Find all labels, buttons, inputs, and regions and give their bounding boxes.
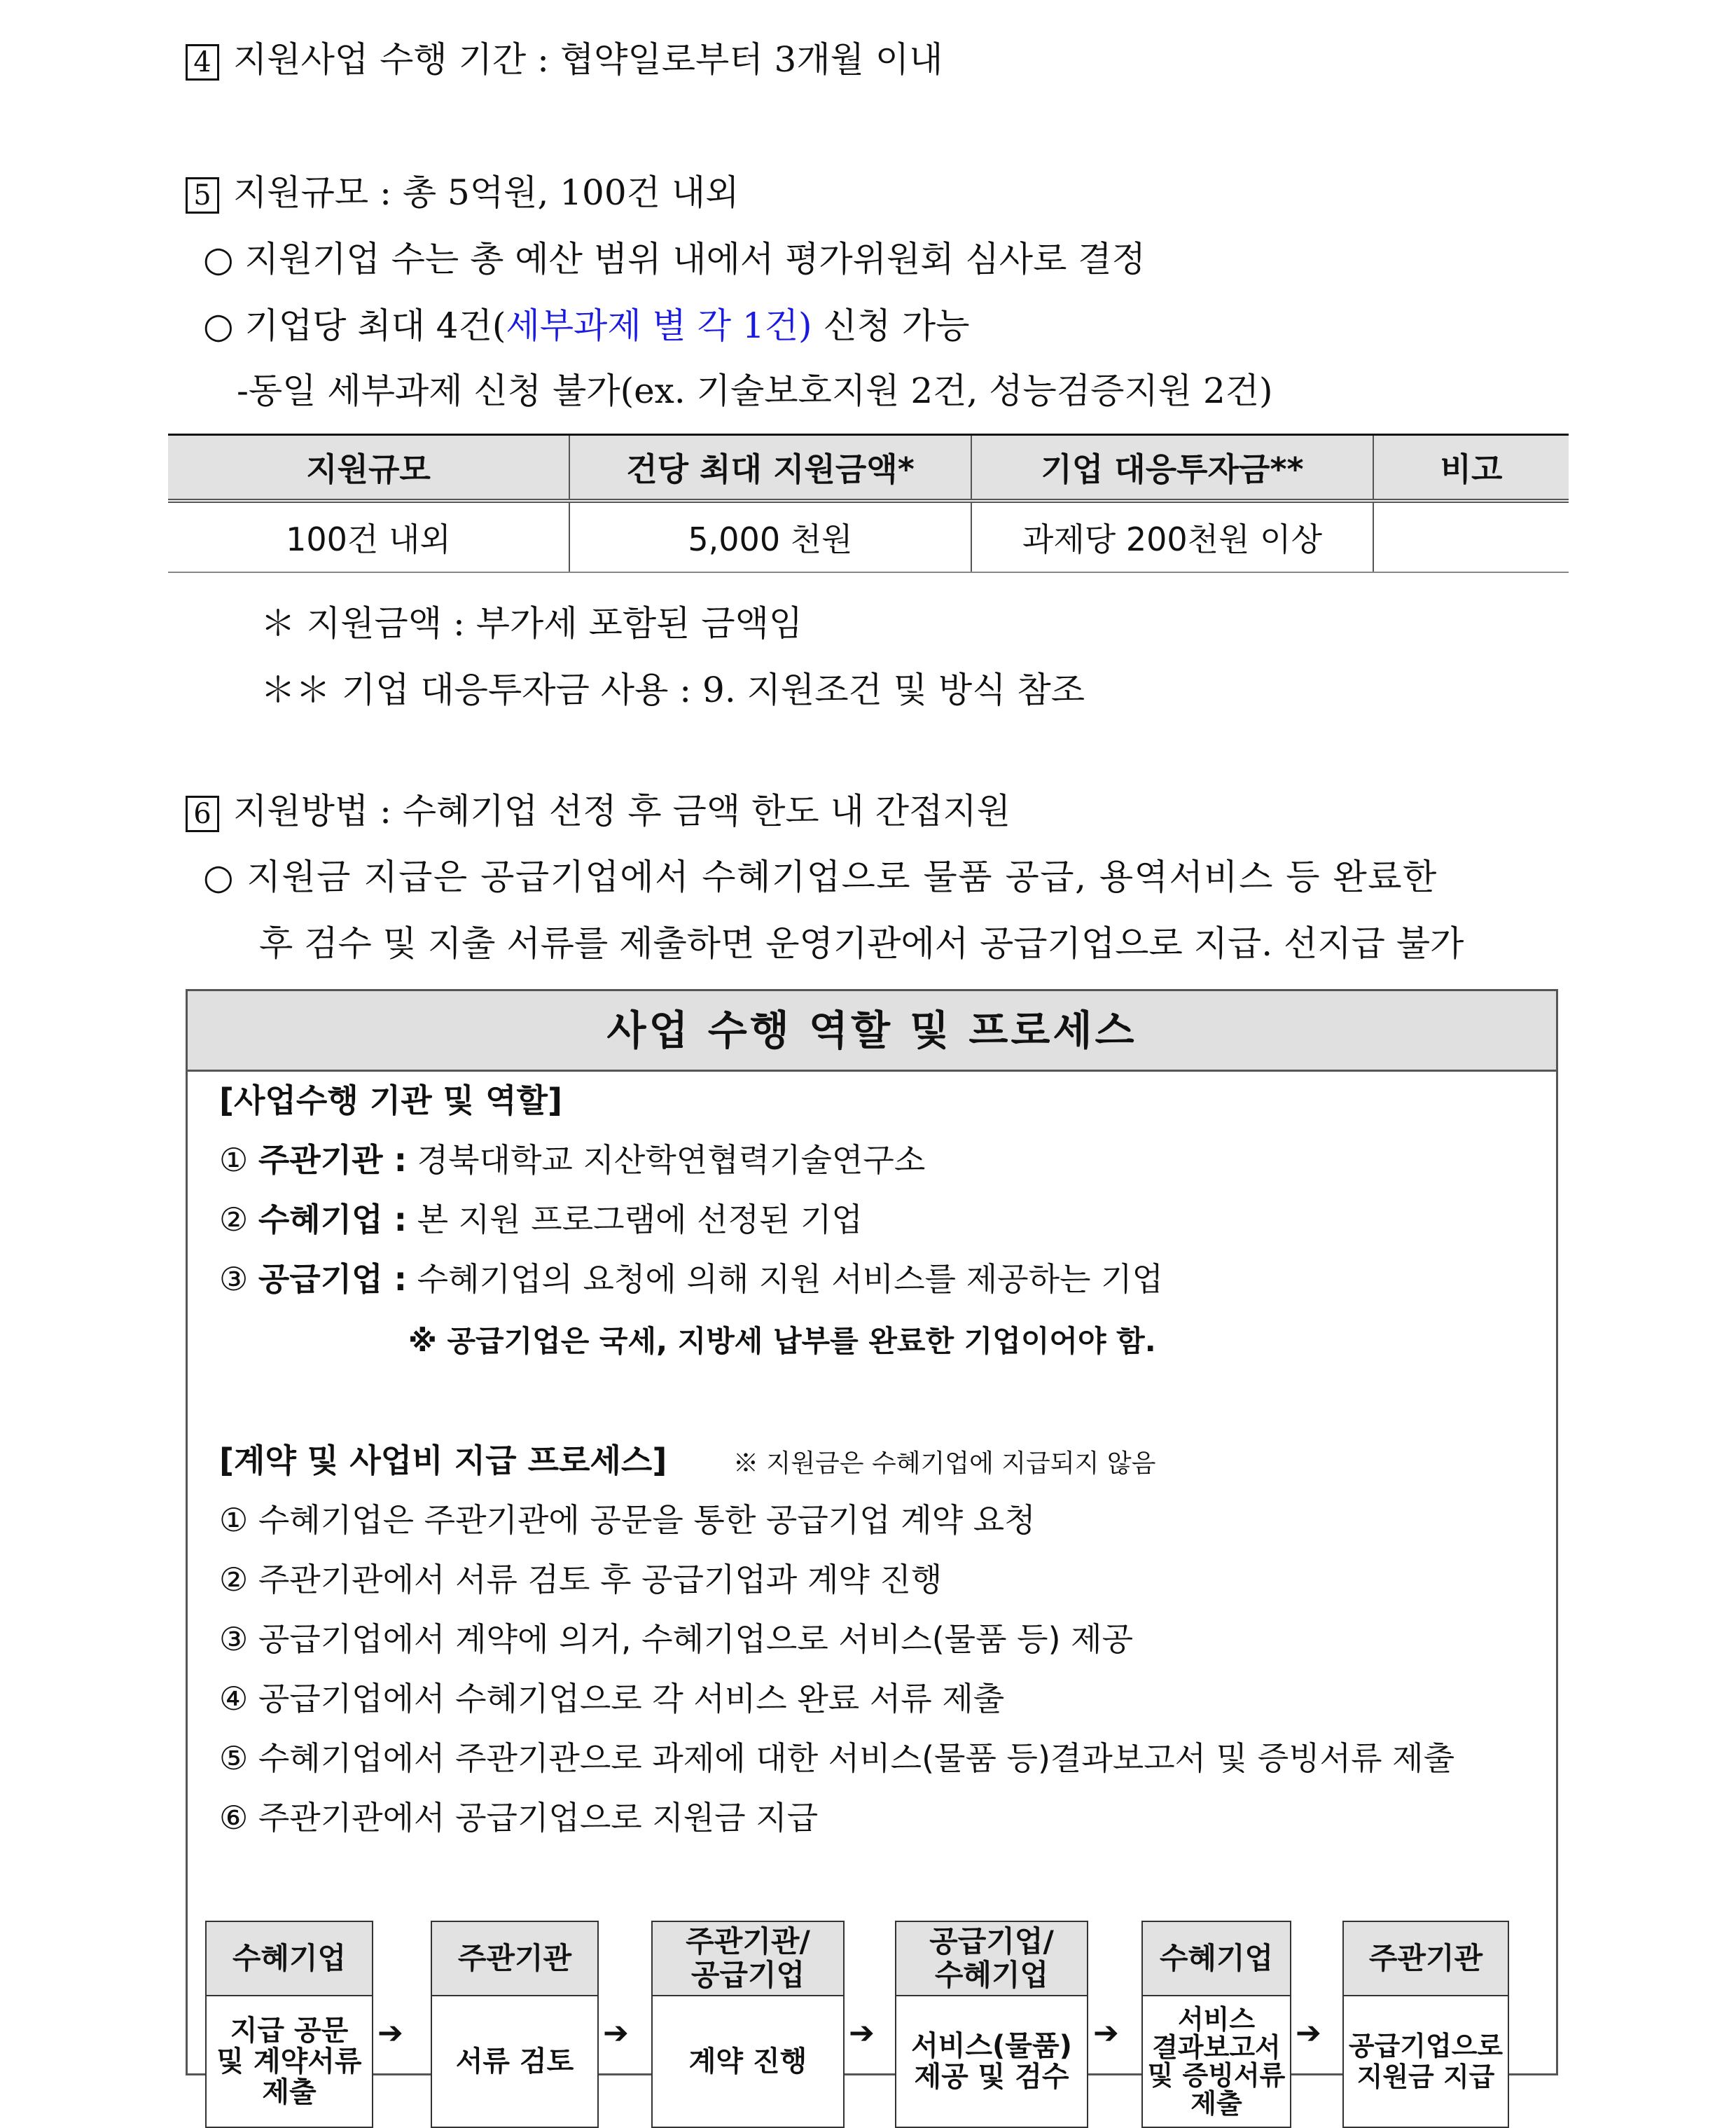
role-number: ① bbox=[219, 1141, 249, 1179]
step-text: 주관기관에서 서류 검토 후 공급기업과 계약 진행 bbox=[258, 1561, 943, 1598]
process-step bbox=[219, 1560, 942, 1599]
arrow-icon: ➔ bbox=[377, 2015, 403, 2051]
flow-step-head: 주관기관 bbox=[1344, 1922, 1508, 1996]
section-5-bullet-2 bbox=[203, 305, 970, 347]
flow-step-body: 지급 공문 및 계약서류 제출 bbox=[216, 2015, 362, 2108]
bullet-2-post: 신청 가능 bbox=[812, 305, 970, 346]
section-4 bbox=[186, 39, 943, 81]
flow-step-1 bbox=[205, 1921, 373, 2128]
table-cell bbox=[1373, 501, 1569, 572]
section-6 bbox=[186, 790, 1011, 832]
section-number-box: 6 bbox=[186, 796, 219, 832]
table-cell: 5,000 천원 bbox=[569, 501, 971, 572]
table-header-cell: 비고 bbox=[1373, 436, 1569, 501]
arrow-icon: ➔ bbox=[1296, 2015, 1321, 2051]
flow-step-6 bbox=[1342, 1921, 1509, 2128]
process-step bbox=[219, 1619, 1133, 1659]
step-number: ⑥ bbox=[219, 1799, 249, 1837]
section-5-text: 지원규모 : 총 5억원, 100건 내외 bbox=[233, 172, 739, 213]
role-desc: 수혜기업의 요청에 의해 지원 서비스를 제공하는 기업 bbox=[407, 1260, 1163, 1298]
process-step bbox=[219, 1500, 1036, 1540]
flow-step-3 bbox=[651, 1921, 845, 2128]
step-text: 주관기관에서 공급기업으로 지원금 지급 bbox=[258, 1799, 819, 1837]
arrow-icon: ➔ bbox=[603, 2015, 629, 2051]
bullet-2-highlight: 세부과제 별 각 1건) bbox=[506, 305, 812, 346]
table-cell: 100건 내외 bbox=[168, 501, 569, 572]
flow-step-head: 주관기관 bbox=[432, 1922, 597, 1996]
flow-step-head: 공급기업/ 수혜기업 bbox=[896, 1922, 1087, 1996]
roles-heading bbox=[219, 1081, 562, 1120]
flow-step-body: 서비스 결과보고서 및 증빙서류 제출 bbox=[1147, 2004, 1286, 2119]
step-number: ③ bbox=[219, 1620, 249, 1658]
step-number: ④ bbox=[219, 1680, 249, 1718]
section-number-box: 5 bbox=[186, 177, 219, 214]
section-5-bullet-1: ○ 지원기업 수는 총 예산 범위 내에서 평가위원회 심사로 결정 bbox=[203, 239, 1146, 279]
support-table bbox=[168, 436, 1569, 573]
section-6-text: 지원방법 : 수혜기업 선정 후 금액 한도 내 간접지원 bbox=[233, 791, 1011, 831]
section-6-bullet-1-cont: 후 검수 및 지출 서류를 제출하면 운영기관에서 공급기업으로 지급. 선지급 불가 bbox=[259, 923, 1464, 964]
step-text: 수혜기업에서 주관기관으로 과제에 대한 서비스(물품 등)결과보고서 및 증빙서류 제출 bbox=[258, 1739, 1455, 1777]
flow-step-head: 수혜기업 bbox=[207, 1922, 372, 1996]
roles-note: ※ 공급기업은 국세, 지방세 납부를 완료한 기업이어야 함. bbox=[408, 1324, 1156, 1358]
role-label: 수혜기업 : bbox=[258, 1201, 408, 1238]
process-step bbox=[219, 1679, 1004, 1718]
process-step bbox=[219, 1739, 1454, 1778]
role-item bbox=[219, 1200, 863, 1239]
step-number: ① bbox=[219, 1501, 249, 1539]
roles-heading-text: [사업수행 기관 및 역할] bbox=[219, 1082, 563, 1119]
note-1: ＊ 지원금액 : 부가세 포함된 금액임 bbox=[261, 603, 803, 644]
flow-step-body: 서류 검토 bbox=[455, 2045, 574, 2078]
process-step bbox=[219, 1798, 818, 1837]
step-number: ② bbox=[219, 1561, 249, 1598]
arrow-icon: ➔ bbox=[1093, 2015, 1119, 2051]
flow-step-body: 서비스(물품) 제공 및 검수 bbox=[911, 2030, 1072, 2093]
role-desc: 경북대학교 지산학연협력기술연구소 bbox=[407, 1141, 926, 1179]
flow-step-head: 수혜기업 bbox=[1143, 1922, 1290, 1996]
role-item bbox=[219, 1140, 925, 1180]
note-2: ＊＊ 기업 대응투자금 사용 : 9. 지원조건 및 방식 참조 bbox=[261, 670, 1085, 710]
flow-step-head: 주관기관/ 공급기업 bbox=[653, 1922, 843, 1996]
process-title: 사업 수행 역할 및 프로세스 bbox=[188, 991, 1556, 1072]
section-5-bullet-3: -동일 세부과제 신청 불가(ex. 기술보호지원 2건, 성능검증지원 2건) bbox=[237, 371, 1273, 411]
step-text: 공급기업에서 수혜기업으로 각 서비스 완료 서류 제출 bbox=[258, 1680, 1005, 1718]
contract-heading-text: [계약 및 사업비 지급 프로세스] bbox=[219, 1442, 667, 1479]
section-6-bullet-1: ○ 지원금 지급은 공급기업에서 수혜기업으로 물품 공급, 용역서비스 등 완료한 bbox=[203, 857, 1438, 897]
role-label: 공급기업 : bbox=[258, 1260, 408, 1298]
role-label: 주관기관 : bbox=[258, 1141, 408, 1179]
role-number: ② bbox=[219, 1201, 249, 1238]
step-text: 공급기업에서 계약에 의거, 수혜기업으로 서비스(물품 등) 제공 bbox=[258, 1620, 1134, 1658]
table-header-cell: 지원규모 bbox=[168, 436, 569, 501]
flow-step-body: 계약 진행 bbox=[688, 2045, 807, 2078]
flow-step-5 bbox=[1141, 1921, 1291, 2128]
flow-step-4 bbox=[895, 1921, 1088, 2128]
section-number-box: 4 bbox=[186, 44, 219, 81]
contract-heading bbox=[219, 1441, 1155, 1484]
bullet-2-pre: ○ 기업당 최대 4건( bbox=[203, 305, 506, 346]
table-header-cell: 기업 대응투자금** bbox=[971, 436, 1373, 501]
table-header-row bbox=[168, 436, 1569, 501]
section-5 bbox=[186, 172, 739, 214]
process-box bbox=[186, 989, 1558, 2119]
flow-step-2 bbox=[431, 1921, 599, 2128]
flow-step-body: 공급기업으로 지원금 지급 bbox=[1348, 2031, 1504, 2092]
role-number: ③ bbox=[219, 1260, 249, 1298]
arrow-icon: ➔ bbox=[849, 2015, 875, 2051]
step-text: 수혜기업은 주관기관에 공문을 통한 공급기업 계약 요청 bbox=[258, 1501, 1036, 1539]
contract-note: ※ 지원금은 수혜기업에 지급되지 않음 bbox=[732, 1449, 1156, 1478]
section-4-text: 지원사업 수행 기간 : 협약일로부터 3개월 이내 bbox=[233, 39, 943, 80]
table-cell: 과제당 200천원 이상 bbox=[971, 501, 1373, 572]
step-number: ⑤ bbox=[219, 1739, 249, 1777]
table-header-cell: 건당 최대 지원금액* bbox=[569, 436, 971, 501]
role-item bbox=[219, 1259, 1163, 1299]
table-row bbox=[168, 501, 1569, 572]
role-desc: 본 지원 프로그램에 선정된 기업 bbox=[407, 1201, 863, 1238]
